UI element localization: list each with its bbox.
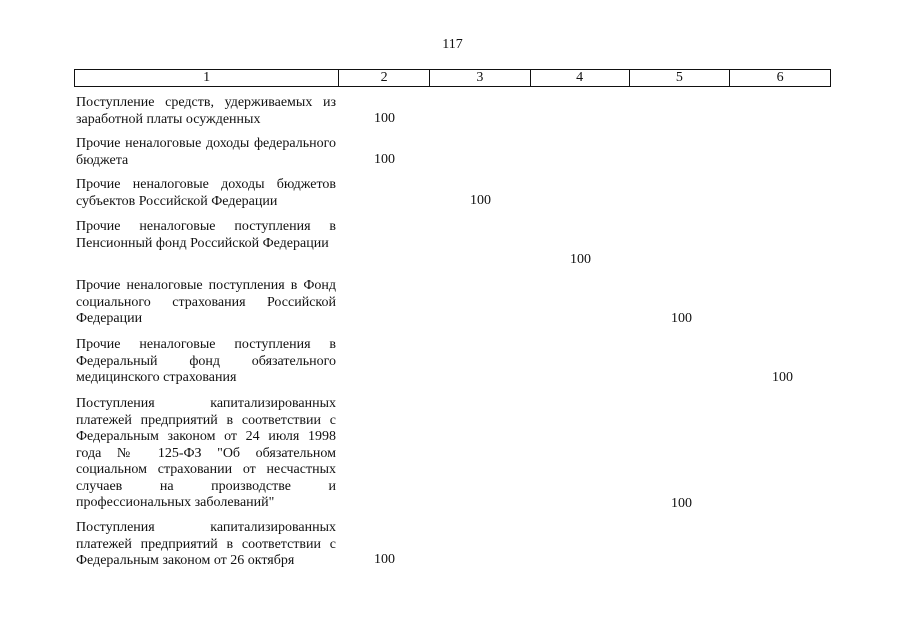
row-description: Прочие неналоговые доходы бюджетов субъектов Российской Федерации bbox=[76, 177, 336, 209]
header-cell-col-5: 5 bbox=[630, 70, 731, 86]
page-number: 117 bbox=[442, 37, 463, 52]
header-cell-col-4: 4 bbox=[531, 70, 630, 86]
row-value: 100 bbox=[374, 552, 395, 567]
header-cell-col-6: 6 bbox=[776, 70, 784, 85]
row-description: Поступления капитализированных платежей предприятий в соответствии с Федеральным законом от 26 октября bbox=[76, 520, 336, 568]
header-cell-col-3: 3 bbox=[430, 70, 531, 86]
table-header-row bbox=[74, 69, 831, 87]
row-value: 100 bbox=[671, 311, 692, 326]
row-value: 100 bbox=[671, 496, 692, 511]
row-value: 100 bbox=[570, 252, 591, 267]
row-description: Поступление средств, удерживаемых из заработной платы осужденных bbox=[76, 95, 336, 127]
header-cell-col-2: 2 bbox=[339, 70, 430, 86]
row-description: Поступления капитализированных платежей предприятий в соответствии с Федеральным законом от 24 июля 1998 года № 125-ФЗ "Об обязательном социальном страховании от несчастных случаев на производстве и профессиональных заболеваний" bbox=[76, 396, 336, 510]
row-description: Прочие неналоговые поступления в Пенсионный фонд Российской Федерации bbox=[76, 219, 336, 251]
row-value: 100 bbox=[374, 111, 395, 126]
row-description: Прочие неналоговые поступления в Фонд социального страхования Российской Федерации bbox=[76, 278, 336, 326]
header-cell-col-1: 1 bbox=[75, 70, 339, 86]
row-value: 100 bbox=[374, 152, 395, 167]
row-description: Прочие неналоговые поступления в Федеральный фонд обязательного медицинского страхования bbox=[76, 337, 336, 385]
row-description: Прочие неналоговые доходы федерального бюджета bbox=[76, 136, 336, 168]
row-value: 100 bbox=[470, 193, 491, 208]
revenue-table bbox=[74, 69, 831, 568]
row-value: 100 bbox=[772, 370, 793, 385]
